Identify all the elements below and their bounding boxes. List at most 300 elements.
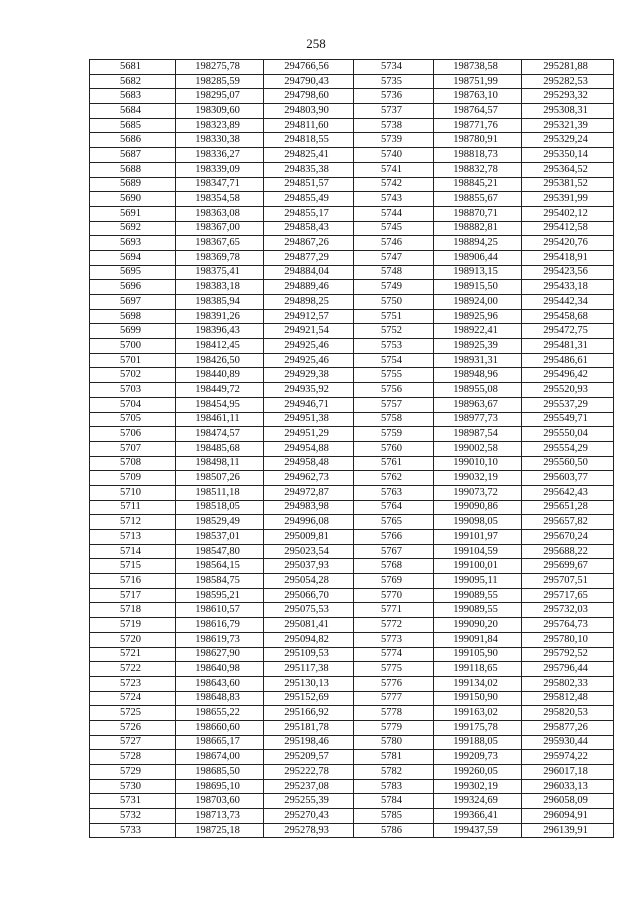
y-coordinate-right-cell: 295688,22 [522,544,614,559]
x-coordinate-left-cell: 198485,68 [176,441,264,456]
table-row [90,735,614,750]
x-coordinate-right-cell: 199366,41 [434,809,522,824]
x-coordinate-left-cell: 198336,27 [176,148,264,163]
point-number-right-cell: 5751 [354,309,434,324]
x-coordinate-left-cell: 198685,50 [176,765,264,780]
table-row [90,60,614,75]
point-number-left-cell: 5710 [90,485,176,500]
y-coordinate-left-cell: 294855,49 [264,192,354,207]
table-row [90,823,614,838]
x-coordinate-right-cell: 199118,65 [434,662,522,677]
x-coordinate-left-cell: 198347,71 [176,177,264,192]
y-coordinate-right-cell: 295707,51 [522,574,614,589]
x-coordinate-right-cell: 198751,99 [434,74,522,89]
y-coordinate-left-cell: 294835,38 [264,162,354,177]
y-coordinate-left-cell: 295130,13 [264,676,354,691]
table-row [90,809,614,824]
table-row [90,485,614,500]
y-coordinate-left-cell: 294954,88 [264,441,354,456]
y-coordinate-left-cell: 294983,98 [264,500,354,515]
y-coordinate-right-cell: 295420,76 [522,236,614,251]
x-coordinate-right-cell: 198924,00 [434,295,522,310]
coordinates-table [89,59,614,838]
point-number-right-cell: 5746 [354,236,434,251]
y-coordinate-left-cell: 295037,93 [264,559,354,574]
x-coordinate-right-cell: 199163,02 [434,706,522,721]
table-row [90,662,614,677]
x-coordinate-left-cell: 198449,72 [176,383,264,398]
y-coordinate-left-cell: 295117,38 [264,662,354,677]
table-row [90,74,614,89]
y-coordinate-right-cell: 295792,52 [522,647,614,662]
x-coordinate-right-cell: 199010,10 [434,456,522,471]
y-coordinate-right-cell: 295820,53 [522,706,614,721]
table-row [90,324,614,339]
point-number-right-cell: 5769 [354,574,434,589]
point-number-left-cell: 5701 [90,353,176,368]
point-number-right-cell: 5773 [354,632,434,647]
x-coordinate-left-cell: 198339,09 [176,162,264,177]
table-row [90,177,614,192]
x-coordinate-left-cell: 198619,73 [176,632,264,647]
y-coordinate-left-cell: 294925,46 [264,353,354,368]
x-coordinate-left-cell: 198295,07 [176,89,264,104]
point-number-left-cell: 5704 [90,397,176,412]
table-row [90,236,614,251]
point-number-left-cell: 5726 [90,720,176,735]
x-coordinate-left-cell: 198529,49 [176,515,264,530]
table-row [90,353,614,368]
point-number-right-cell: 5747 [354,250,434,265]
point-number-right-cell: 5738 [354,118,434,133]
table-row [90,750,614,765]
x-coordinate-right-cell: 198925,96 [434,309,522,324]
x-coordinate-right-cell: 198870,71 [434,206,522,221]
y-coordinate-left-cell: 294766,56 [264,60,354,75]
x-coordinate-left-cell: 198595,21 [176,588,264,603]
y-coordinate-left-cell: 294912,57 [264,309,354,324]
y-coordinate-left-cell: 295270,43 [264,809,354,824]
point-number-right-cell: 5784 [354,794,434,809]
y-coordinate-right-cell: 295699,67 [522,559,614,574]
point-number-left-cell: 5682 [90,74,176,89]
table-row [90,515,614,530]
x-coordinate-left-cell: 198660,60 [176,720,264,735]
x-coordinate-right-cell: 199089,55 [434,588,522,603]
x-coordinate-left-cell: 198648,83 [176,691,264,706]
y-coordinate-right-cell: 295433,18 [522,280,614,295]
x-coordinate-left-cell: 198655,22 [176,706,264,721]
y-coordinate-left-cell: 295009,81 [264,530,354,545]
point-number-left-cell: 5707 [90,441,176,456]
point-number-left-cell: 5689 [90,177,176,192]
x-coordinate-right-cell: 199091,84 [434,632,522,647]
point-number-right-cell: 5744 [354,206,434,221]
point-number-right-cell: 5736 [354,89,434,104]
y-coordinate-right-cell: 295877,26 [522,720,614,735]
point-number-right-cell: 5782 [354,765,434,780]
point-number-right-cell: 5750 [354,295,434,310]
table-row [90,456,614,471]
x-coordinate-left-cell: 198363,08 [176,206,264,221]
point-number-left-cell: 5695 [90,265,176,280]
point-number-right-cell: 5735 [354,74,434,89]
x-coordinate-left-cell: 198391,26 [176,309,264,324]
table-row [90,427,614,442]
x-coordinate-right-cell: 198948,96 [434,368,522,383]
x-coordinate-left-cell: 198703,60 [176,794,264,809]
y-coordinate-right-cell: 295930,44 [522,735,614,750]
table-row [90,339,614,354]
y-coordinate-right-cell: 295402,12 [522,206,614,221]
table-row [90,706,614,721]
y-coordinate-right-cell: 295442,34 [522,295,614,310]
x-coordinate-right-cell: 199002,58 [434,441,522,456]
y-coordinate-left-cell: 295278,93 [264,823,354,838]
y-coordinate-right-cell: 295554,29 [522,441,614,456]
y-coordinate-right-cell: 295496,42 [522,368,614,383]
y-coordinate-left-cell: 294962,73 [264,471,354,486]
x-coordinate-left-cell: 198665,17 [176,735,264,750]
x-coordinate-left-cell: 198537,01 [176,530,264,545]
point-number-right-cell: 5772 [354,618,434,633]
y-coordinate-left-cell: 295209,57 [264,750,354,765]
point-number-left-cell: 5720 [90,632,176,647]
y-coordinate-right-cell: 295717,65 [522,588,614,603]
point-number-left-cell: 5728 [90,750,176,765]
table-row [90,368,614,383]
y-coordinate-left-cell: 294935,92 [264,383,354,398]
x-coordinate-right-cell: 198963,67 [434,397,522,412]
table-row [90,441,614,456]
y-coordinate-right-cell: 295364,52 [522,162,614,177]
y-coordinate-left-cell: 294929,38 [264,368,354,383]
y-coordinate-right-cell: 296139,91 [522,823,614,838]
x-coordinate-right-cell: 198925,39 [434,339,522,354]
point-number-right-cell: 5768 [354,559,434,574]
point-number-left-cell: 5687 [90,148,176,163]
point-number-right-cell: 5766 [354,530,434,545]
y-coordinate-right-cell: 295350,14 [522,148,614,163]
point-number-left-cell: 5713 [90,530,176,545]
x-coordinate-right-cell: 198832,78 [434,162,522,177]
x-coordinate-left-cell: 198610,57 [176,603,264,618]
point-number-left-cell: 5729 [90,765,176,780]
y-coordinate-right-cell: 295458,68 [522,309,614,324]
point-number-left-cell: 5698 [90,309,176,324]
x-coordinate-right-cell: 199090,20 [434,618,522,633]
y-coordinate-right-cell: 295282,53 [522,74,614,89]
y-coordinate-right-cell: 295560,50 [522,456,614,471]
table-row [90,603,614,618]
x-coordinate-left-cell: 198375,41 [176,265,264,280]
x-coordinate-left-cell: 198474,57 [176,427,264,442]
x-coordinate-right-cell: 198780,91 [434,133,522,148]
y-coordinate-left-cell: 294925,46 [264,339,354,354]
y-coordinate-left-cell: 294825,41 [264,148,354,163]
table-row [90,779,614,794]
x-coordinate-right-cell: 199101,97 [434,530,522,545]
point-number-left-cell: 5733 [90,823,176,838]
point-number-right-cell: 5775 [354,662,434,677]
table-row [90,265,614,280]
table-row [90,397,614,412]
table-row [90,471,614,486]
x-coordinate-left-cell: 198498,11 [176,456,264,471]
table-row [90,544,614,559]
x-coordinate-right-cell: 198764,57 [434,104,522,119]
table-row [90,162,614,177]
x-coordinate-right-cell: 199098,05 [434,515,522,530]
x-coordinate-left-cell: 198275,78 [176,60,264,75]
y-coordinate-left-cell: 295054,28 [264,574,354,589]
table-row [90,412,614,427]
x-coordinate-right-cell: 198763,10 [434,89,522,104]
y-coordinate-right-cell: 295812,48 [522,691,614,706]
x-coordinate-left-cell: 198713,73 [176,809,264,824]
y-coordinate-right-cell: 295486,61 [522,353,614,368]
x-coordinate-right-cell: 198738,58 [434,60,522,75]
y-coordinate-left-cell: 294898,25 [264,295,354,310]
y-coordinate-left-cell: 294951,38 [264,412,354,427]
y-coordinate-right-cell: 296033,13 [522,779,614,794]
point-number-left-cell: 5688 [90,162,176,177]
table-row [90,192,614,207]
point-number-right-cell: 5755 [354,368,434,383]
point-number-left-cell: 5702 [90,368,176,383]
point-number-right-cell: 5761 [354,456,434,471]
x-coordinate-left-cell: 198367,65 [176,236,264,251]
point-number-left-cell: 5691 [90,206,176,221]
point-number-left-cell: 5700 [90,339,176,354]
x-coordinate-right-cell: 199089,55 [434,603,522,618]
point-number-left-cell: 5731 [90,794,176,809]
x-coordinate-right-cell: 199095,11 [434,574,522,589]
table-row [90,647,614,662]
point-number-left-cell: 5692 [90,221,176,236]
x-coordinate-right-cell: 199134,02 [434,676,522,691]
table-row [90,206,614,221]
point-number-left-cell: 5690 [90,192,176,207]
y-coordinate-left-cell: 294790,43 [264,74,354,89]
x-coordinate-left-cell: 198396,43 [176,324,264,339]
point-number-left-cell: 5724 [90,691,176,706]
x-coordinate-right-cell: 199105,90 [434,647,522,662]
table-row [90,309,614,324]
y-coordinate-left-cell: 295222,78 [264,765,354,780]
point-number-right-cell: 5783 [354,779,434,794]
y-coordinate-right-cell: 295281,88 [522,60,614,75]
x-coordinate-left-cell: 198461,11 [176,412,264,427]
y-coordinate-right-cell: 295780,10 [522,632,614,647]
x-coordinate-left-cell: 198454,95 [176,397,264,412]
y-coordinate-left-cell: 295081,41 [264,618,354,633]
y-coordinate-left-cell: 294855,17 [264,206,354,221]
y-coordinate-right-cell: 295520,93 [522,383,614,398]
x-coordinate-left-cell: 198354,58 [176,192,264,207]
x-coordinate-right-cell: 199437,59 [434,823,522,838]
y-coordinate-left-cell: 294946,71 [264,397,354,412]
x-coordinate-left-cell: 198547,80 [176,544,264,559]
point-number-left-cell: 5723 [90,676,176,691]
y-coordinate-right-cell: 295764,73 [522,618,614,633]
point-number-left-cell: 5718 [90,603,176,618]
y-coordinate-left-cell: 295181,78 [264,720,354,735]
x-coordinate-left-cell: 198511,18 [176,485,264,500]
y-coordinate-right-cell: 295481,31 [522,339,614,354]
y-coordinate-right-cell: 295423,56 [522,265,614,280]
y-coordinate-left-cell: 294889,46 [264,280,354,295]
x-coordinate-right-cell: 198906,44 [434,250,522,265]
point-number-right-cell: 5737 [354,104,434,119]
x-coordinate-left-cell: 198564,15 [176,559,264,574]
x-coordinate-right-cell: 198913,15 [434,265,522,280]
point-number-right-cell: 5763 [354,485,434,500]
point-number-left-cell: 5716 [90,574,176,589]
x-coordinate-right-cell: 199188,05 [434,735,522,750]
point-number-left-cell: 5699 [90,324,176,339]
table-row [90,765,614,780]
point-number-right-cell: 5753 [354,339,434,354]
y-coordinate-left-cell: 295023,54 [264,544,354,559]
x-coordinate-left-cell: 198616,79 [176,618,264,633]
y-coordinate-right-cell: 295651,28 [522,500,614,515]
y-coordinate-left-cell: 294996,08 [264,515,354,530]
y-coordinate-right-cell: 295308,31 [522,104,614,119]
point-number-left-cell: 5725 [90,706,176,721]
point-number-left-cell: 5714 [90,544,176,559]
point-number-left-cell: 5686 [90,133,176,148]
point-number-left-cell: 5709 [90,471,176,486]
x-coordinate-right-cell: 199302,19 [434,779,522,794]
y-coordinate-left-cell: 294972,87 [264,485,354,500]
y-coordinate-left-cell: 295075,53 [264,603,354,618]
point-number-right-cell: 5778 [354,706,434,721]
x-coordinate-right-cell: 198855,67 [434,192,522,207]
point-number-left-cell: 5705 [90,412,176,427]
point-number-right-cell: 5742 [354,177,434,192]
x-coordinate-right-cell: 198977,73 [434,412,522,427]
y-coordinate-left-cell: 294921,54 [264,324,354,339]
y-coordinate-right-cell: 295732,03 [522,603,614,618]
point-number-right-cell: 5734 [354,60,434,75]
coordinates-table-body [90,60,614,838]
y-coordinate-left-cell: 295066,70 [264,588,354,603]
table-row [90,632,614,647]
y-coordinate-left-cell: 295166,92 [264,706,354,721]
point-number-left-cell: 5693 [90,236,176,251]
point-number-left-cell: 5696 [90,280,176,295]
y-coordinate-right-cell: 295391,99 [522,192,614,207]
x-coordinate-left-cell: 198507,26 [176,471,264,486]
x-coordinate-right-cell: 198922,41 [434,324,522,339]
y-coordinate-left-cell: 294884,04 [264,265,354,280]
point-number-right-cell: 5759 [354,427,434,442]
y-coordinate-right-cell: 295603,77 [522,471,614,486]
x-coordinate-right-cell: 199324,69 [434,794,522,809]
x-coordinate-left-cell: 198383,18 [176,280,264,295]
y-coordinate-left-cell: 295255,39 [264,794,354,809]
y-coordinate-right-cell: 295381,52 [522,177,614,192]
y-coordinate-left-cell: 295109,53 [264,647,354,662]
table-row [90,574,614,589]
y-coordinate-left-cell: 295237,08 [264,779,354,794]
point-number-right-cell: 5760 [354,441,434,456]
y-coordinate-right-cell: 295472,75 [522,324,614,339]
point-number-left-cell: 5715 [90,559,176,574]
table-row [90,250,614,265]
y-coordinate-right-cell: 295670,24 [522,530,614,545]
table-row [90,588,614,603]
page-number: 258 [306,36,326,51]
table-row [90,104,614,119]
x-coordinate-right-cell: 198955,08 [434,383,522,398]
point-number-right-cell: 5748 [354,265,434,280]
x-coordinate-right-cell: 199104,59 [434,544,522,559]
y-coordinate-left-cell: 294951,29 [264,427,354,442]
y-coordinate-left-cell: 294958,48 [264,456,354,471]
y-coordinate-right-cell: 295293,32 [522,89,614,104]
point-number-left-cell: 5719 [90,618,176,633]
point-number-right-cell: 5758 [354,412,434,427]
point-number-left-cell: 5727 [90,735,176,750]
x-coordinate-right-cell: 198894,25 [434,236,522,251]
point-number-left-cell: 5684 [90,104,176,119]
point-number-right-cell: 5780 [354,735,434,750]
x-coordinate-left-cell: 198385,94 [176,295,264,310]
point-number-left-cell: 5697 [90,295,176,310]
x-coordinate-left-cell: 198285,59 [176,74,264,89]
y-coordinate-left-cell: 295094,82 [264,632,354,647]
table-row [90,691,614,706]
point-number-left-cell: 5683 [90,89,176,104]
x-coordinate-left-cell: 198440,89 [176,368,264,383]
point-number-right-cell: 5745 [354,221,434,236]
point-number-left-cell: 5681 [90,60,176,75]
table-row [90,676,614,691]
x-coordinate-left-cell: 198309,60 [176,104,264,119]
point-number-left-cell: 5732 [90,809,176,824]
point-number-right-cell: 5741 [354,162,434,177]
x-coordinate-right-cell: 198882,81 [434,221,522,236]
y-coordinate-left-cell: 294877,29 [264,250,354,265]
y-coordinate-right-cell: 295549,71 [522,412,614,427]
y-coordinate-right-cell: 295642,43 [522,485,614,500]
y-coordinate-right-cell: 295796,44 [522,662,614,677]
y-coordinate-left-cell: 294867,26 [264,236,354,251]
x-coordinate-left-cell: 198412,45 [176,339,264,354]
table-row [90,618,614,633]
y-coordinate-left-cell: 294858,43 [264,221,354,236]
y-coordinate-right-cell: 295321,39 [522,118,614,133]
point-number-left-cell: 5712 [90,515,176,530]
point-number-left-cell: 5694 [90,250,176,265]
point-number-right-cell: 5757 [354,397,434,412]
point-number-right-cell: 5739 [354,133,434,148]
point-number-left-cell: 5730 [90,779,176,794]
x-coordinate-right-cell: 199090,86 [434,500,522,515]
table-row [90,794,614,809]
point-number-right-cell: 5754 [354,353,434,368]
y-coordinate-left-cell: 294818,55 [264,133,354,148]
point-number-right-cell: 5765 [354,515,434,530]
y-coordinate-right-cell: 295550,04 [522,427,614,442]
point-number-left-cell: 5708 [90,456,176,471]
point-number-right-cell: 5774 [354,647,434,662]
point-number-right-cell: 5749 [354,280,434,295]
table-row [90,530,614,545]
x-coordinate-left-cell: 198369,78 [176,250,264,265]
